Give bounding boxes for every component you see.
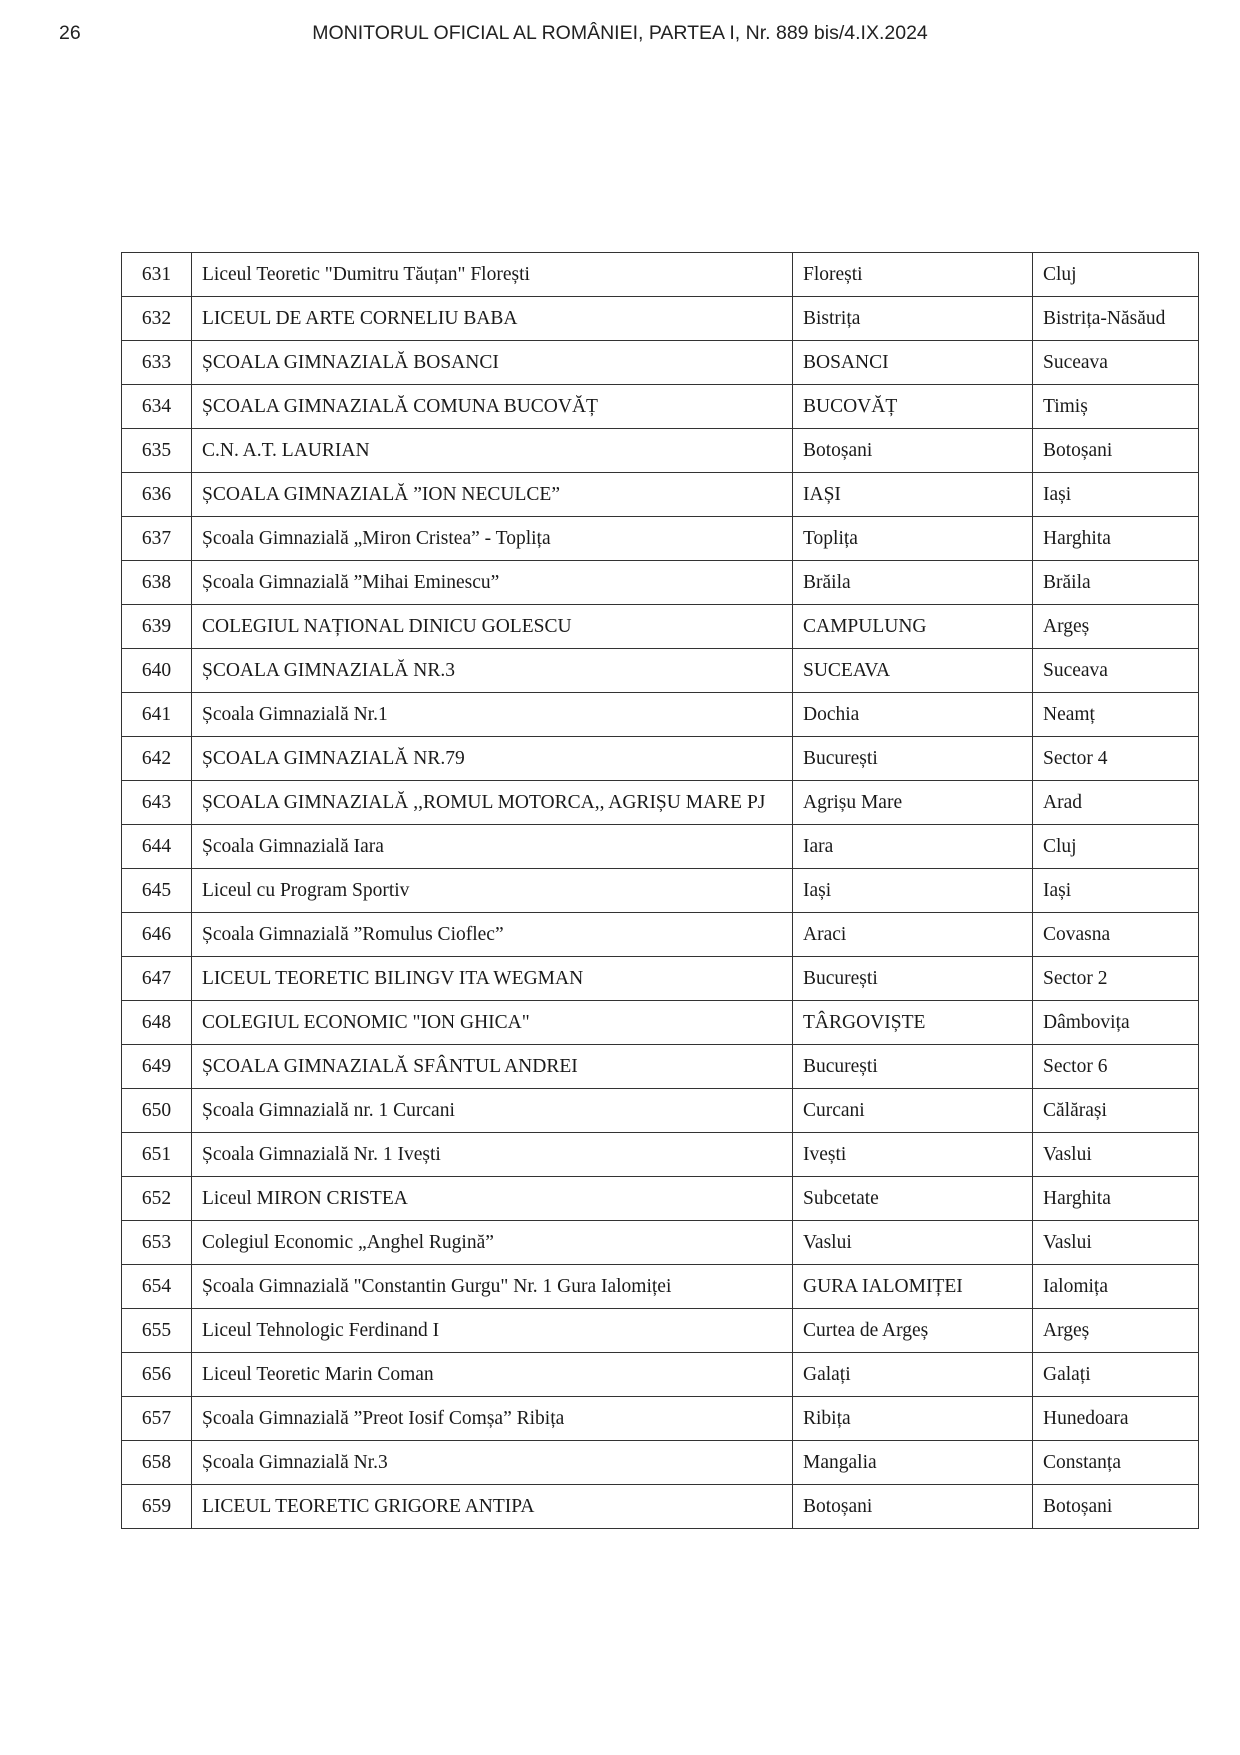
row-number-cell: 633 (122, 341, 192, 385)
table-row (122, 341, 1199, 385)
county-cell: Suceava (1033, 341, 1199, 385)
county-cell: Iași (1033, 869, 1199, 913)
locality-cell: București (793, 1045, 1033, 1089)
county-cell: Iași (1033, 473, 1199, 517)
county-cell: Galați (1033, 1353, 1199, 1397)
school-name-cell: Școala Gimnazială Nr.3 (192, 1441, 793, 1485)
table-row (122, 1089, 1199, 1133)
table-row (122, 649, 1199, 693)
county-cell: Cluj (1033, 825, 1199, 869)
school-name-cell: Liceul Teoretic Marin Coman (192, 1353, 793, 1397)
locality-cell: BOSANCI (793, 341, 1033, 385)
locality-cell: București (793, 957, 1033, 1001)
county-cell: Sector 6 (1033, 1045, 1199, 1089)
table-row (122, 1221, 1199, 1265)
table-row (122, 737, 1199, 781)
school-name-cell: ȘCOALA GIMNAZIALĂ COMUNA BUCOVĂȚ (192, 385, 793, 429)
row-number-cell: 645 (122, 869, 192, 913)
county-cell: Bistrița-Năsăud (1033, 297, 1199, 341)
page-number: 26 (59, 22, 81, 44)
county-cell: Covasna (1033, 913, 1199, 957)
table-row (122, 1485, 1199, 1529)
row-number-cell: 654 (122, 1265, 192, 1309)
school-name-cell: ȘCOALA GIMNAZIALĂ ,,ROMUL MOTORCA,, AGRIȘU MARE PJ (192, 781, 793, 825)
county-cell: Arad (1033, 781, 1199, 825)
school-name-cell: Școala Gimnazială "Constantin Gurgu" Nr. 1 Gura Ialomiței (192, 1265, 793, 1309)
locality-cell: București (793, 737, 1033, 781)
row-number-cell: 651 (122, 1133, 192, 1177)
locality-cell: BUCOVĂȚ (793, 385, 1033, 429)
row-number-cell: 658 (122, 1441, 192, 1485)
table-row (122, 517, 1199, 561)
locality-cell: Botoșani (793, 429, 1033, 473)
table-row (122, 1309, 1199, 1353)
table-row (122, 385, 1199, 429)
table-row (122, 1441, 1199, 1485)
county-cell: Timiș (1033, 385, 1199, 429)
table-row (122, 1001, 1199, 1045)
county-cell: Constanța (1033, 1441, 1199, 1485)
county-cell: Botoșani (1033, 1485, 1199, 1529)
county-cell: Argeș (1033, 1309, 1199, 1353)
row-number-cell: 647 (122, 957, 192, 1001)
row-number-cell: 642 (122, 737, 192, 781)
locality-cell: Subcetate (793, 1177, 1033, 1221)
county-cell: Suceava (1033, 649, 1199, 693)
row-number-cell: 646 (122, 913, 192, 957)
row-number-cell: 634 (122, 385, 192, 429)
county-cell: Vaslui (1033, 1133, 1199, 1177)
locality-cell: Dochia (793, 693, 1033, 737)
row-number-cell: 637 (122, 517, 192, 561)
school-name-cell: Liceul Tehnologic Ferdinand I (192, 1309, 793, 1353)
table-row (122, 825, 1199, 869)
row-number-cell: 656 (122, 1353, 192, 1397)
school-name-cell: Liceul Teoretic "Dumitru Tăuțan" Florești (192, 253, 793, 297)
county-cell: Sector 2 (1033, 957, 1199, 1001)
row-number-cell: 641 (122, 693, 192, 737)
county-cell: Harghita (1033, 517, 1199, 561)
table-row (122, 605, 1199, 649)
row-number-cell: 635 (122, 429, 192, 473)
table-row (122, 913, 1199, 957)
table-row (122, 781, 1199, 825)
row-number-cell: 655 (122, 1309, 192, 1353)
table-row (122, 561, 1199, 605)
locality-cell: TÂRGOVIȘTE (793, 1001, 1033, 1045)
school-name-cell: LICEUL DE ARTE CORNELIU BABA (192, 297, 793, 341)
row-number-cell: 631 (122, 253, 192, 297)
school-name-cell: Școala Gimnazială Iara (192, 825, 793, 869)
publication-header: MONITORUL OFICIAL AL ROMÂNIEI, PARTEA I, Nr. 889 bis/4.IX.2024 (312, 22, 928, 44)
row-number-cell: 659 (122, 1485, 192, 1529)
locality-cell: GURA IALOMIȚEI (793, 1265, 1033, 1309)
locality-cell: CAMPULUNG (793, 605, 1033, 649)
school-name-cell: C.N. A.T. LAURIAN (192, 429, 793, 473)
school-name-cell: LICEUL TEORETIC GRIGORE ANTIPA (192, 1485, 793, 1529)
table-row (122, 957, 1199, 1001)
row-number-cell: 640 (122, 649, 192, 693)
table-row (122, 1177, 1199, 1221)
school-name-cell: ȘCOALA GIMNAZIALĂ NR.3 (192, 649, 793, 693)
row-number-cell: 644 (122, 825, 192, 869)
school-name-cell: Liceul cu Program Sportiv (192, 869, 793, 913)
locality-cell: Mangalia (793, 1441, 1033, 1485)
county-cell: Ialomița (1033, 1265, 1199, 1309)
county-cell: Botoșani (1033, 429, 1199, 473)
table-row (122, 869, 1199, 913)
county-cell: Harghita (1033, 1177, 1199, 1221)
locality-cell: Araci (793, 913, 1033, 957)
table-row (122, 253, 1199, 297)
locality-cell: Vaslui (793, 1221, 1033, 1265)
row-number-cell: 653 (122, 1221, 192, 1265)
row-number-cell: 639 (122, 605, 192, 649)
locality-cell: Agrișu Mare (793, 781, 1033, 825)
locality-cell: Botoșani (793, 1485, 1033, 1529)
locality-cell: Ivești (793, 1133, 1033, 1177)
locality-cell: Florești (793, 253, 1033, 297)
school-name-cell: Școala Gimnazială ”Preot Iosif Comșa” Ribița (192, 1397, 793, 1441)
school-name-cell: Colegiul Economic „Anghel Rugină” (192, 1221, 793, 1265)
locality-cell: Iași (793, 869, 1033, 913)
table-row (122, 693, 1199, 737)
school-name-cell: ȘCOALA GIMNAZIALĂ NR.79 (192, 737, 793, 781)
county-cell: Dâmbovița (1033, 1001, 1199, 1045)
table-row (122, 1353, 1199, 1397)
locality-cell: Bistrița (793, 297, 1033, 341)
table-row (122, 297, 1199, 341)
row-number-cell: 657 (122, 1397, 192, 1441)
locality-cell: Iara (793, 825, 1033, 869)
row-number-cell: 650 (122, 1089, 192, 1133)
row-number-cell: 649 (122, 1045, 192, 1089)
county-cell: Vaslui (1033, 1221, 1199, 1265)
locality-cell: Curtea de Argeș (793, 1309, 1033, 1353)
table-row (122, 1133, 1199, 1177)
school-name-cell: COLEGIUL ECONOMIC "ION GHICA" (192, 1001, 793, 1045)
table-row (122, 429, 1199, 473)
locality-cell: Brăila (793, 561, 1033, 605)
school-name-cell: Școala Gimnazială ”Romulus Cioflec” (192, 913, 793, 957)
table-row (122, 1265, 1199, 1309)
row-number-cell: 636 (122, 473, 192, 517)
locality-cell: Galați (793, 1353, 1033, 1397)
school-name-cell: LICEUL TEORETIC BILINGV ITA WEGMAN (192, 957, 793, 1001)
county-cell: Argeș (1033, 605, 1199, 649)
school-name-cell: Școala Gimnazială „Miron Cristea” - Toplița (192, 517, 793, 561)
locality-cell: IAȘI (793, 473, 1033, 517)
school-name-cell: Școala Gimnazială ”Mihai Eminescu” (192, 561, 793, 605)
county-cell: Sector 4 (1033, 737, 1199, 781)
school-name-cell: Școala Gimnazială Nr. 1 Ivești (192, 1133, 793, 1177)
row-number-cell: 643 (122, 781, 192, 825)
school-name-cell: ȘCOALA GIMNAZIALĂ ”ION NECULCE” (192, 473, 793, 517)
county-cell: Hunedoara (1033, 1397, 1199, 1441)
row-number-cell: 632 (122, 297, 192, 341)
locality-cell: Toplița (793, 517, 1033, 561)
row-number-cell: 638 (122, 561, 192, 605)
county-cell: Cluj (1033, 253, 1199, 297)
locality-cell: Curcani (793, 1089, 1033, 1133)
school-name-cell: ȘCOALA GIMNAZIALĂ BOSANCI (192, 341, 793, 385)
locality-cell: Ribița (793, 1397, 1033, 1441)
row-number-cell: 652 (122, 1177, 192, 1221)
school-name-cell: Școala Gimnazială Nr.1 (192, 693, 793, 737)
table-row (122, 1397, 1199, 1441)
school-name-cell: Școala Gimnazială nr. 1 Curcani (192, 1089, 793, 1133)
row-number-cell: 648 (122, 1001, 192, 1045)
table-row (122, 1045, 1199, 1089)
county-cell: Neamț (1033, 693, 1199, 737)
county-cell: Călărași (1033, 1089, 1199, 1133)
table-row (122, 473, 1199, 517)
county-cell: Brăila (1033, 561, 1199, 605)
school-name-cell: COLEGIUL NAȚIONAL DINICU GOLESCU (192, 605, 793, 649)
locality-cell: SUCEAVA (793, 649, 1033, 693)
school-name-cell: Liceul MIRON CRISTEA (192, 1177, 793, 1221)
schools-table (121, 252, 1199, 1529)
school-name-cell: ȘCOALA GIMNAZIALĂ SFÂNTUL ANDREI (192, 1045, 793, 1089)
